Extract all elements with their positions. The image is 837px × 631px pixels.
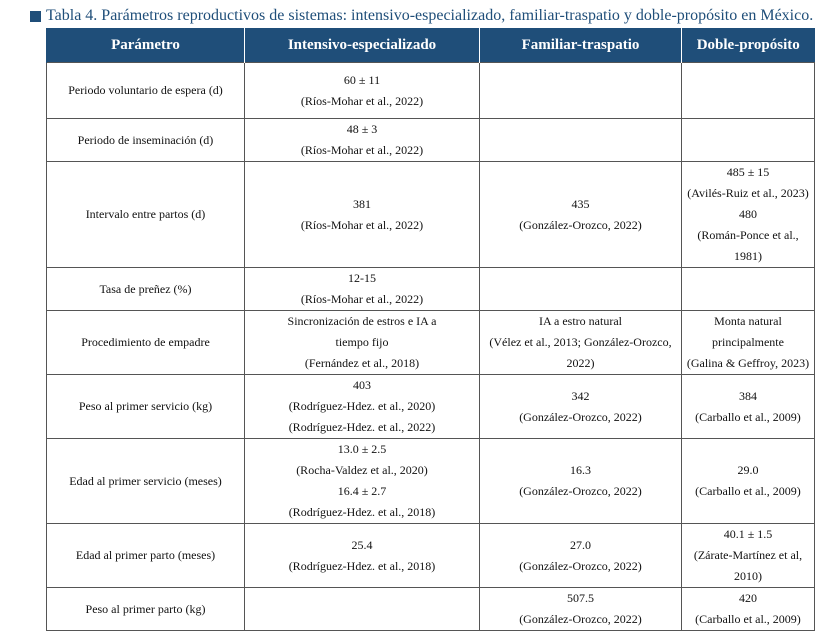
table-row [47, 439, 815, 524]
header-familiar: Familiar-traspatio [480, 28, 682, 63]
value-cell [245, 311, 480, 375]
caption-text: Tabla 4. Parámetros reproductivos de sistemas: intensivo-especializado, familiar-traspatio y doble-propósito en México. [46, 7, 814, 24]
cell-line: Sincronización de estros e IA a [287, 314, 437, 328]
parameter-cell: Procedimiento de empadre [47, 311, 245, 375]
cell-line: (González-Orozco, 2022) [519, 484, 642, 498]
cell-line: 60 ± 11 [343, 72, 381, 87]
cell-line: tiempo fijo [335, 335, 389, 349]
value-cell [245, 524, 480, 588]
value-cell [480, 63, 682, 119]
cell-line: (González-Orozco, 2022) [519, 217, 642, 232]
header-parametro: Parámetro [47, 28, 245, 63]
cell-line: IA a estro natural [539, 314, 622, 328]
value-cell [245, 439, 480, 524]
value-cell [682, 375, 815, 439]
header-doble: Doble-propósito [682, 28, 815, 63]
header-row [47, 28, 815, 63]
cell-line: (Vélez et al., 2013; González-Orozco, [489, 335, 672, 349]
cell-line: 384 [739, 388, 757, 403]
cell-line: 480 [739, 207, 757, 221]
cell-line: 16.3 [570, 463, 591, 477]
cell-line: (Rodríguez-Hdez. et al., 2018) [288, 558, 436, 573]
value-cell [480, 311, 682, 375]
cell-line: (Rodríguez-Hdez. et al., 2020) [288, 399, 436, 413]
cell-line: (González-Orozco, 2022) [519, 612, 642, 626]
cell-line: (Zárate-Martínez et al, 2010) [693, 548, 803, 583]
cell-line: (Rodríguez-Hdez. et al., 2022) [288, 420, 436, 434]
value-cell [245, 268, 480, 311]
cell-line: 485 ± 15 [726, 165, 770, 179]
parameter-cell: Tasa de preñez (%) [47, 268, 245, 311]
value-cell [245, 63, 480, 119]
value-cell [245, 588, 480, 631]
value-cell [480, 268, 682, 311]
value-cell [245, 119, 480, 162]
cell-line: 403 [353, 378, 371, 392]
cell-line: 27.0 [570, 537, 591, 552]
cell-line: 29.0 [737, 463, 759, 477]
value-cell [480, 375, 682, 439]
value-cell [682, 524, 815, 588]
cell-line: 25.4 [351, 537, 373, 552]
value-cell [480, 439, 682, 524]
cell-line: 381 [353, 196, 371, 211]
table-row [47, 119, 815, 162]
cell-line: 13.0 ± 2.5 [337, 442, 387, 456]
cell-line: 507.5 [567, 591, 594, 605]
cell-line: Monta natural principalmente [712, 314, 784, 349]
cell-line: (Fernández et al., 2018) [304, 356, 420, 370]
table-row [47, 63, 815, 119]
value-cell [480, 524, 682, 588]
table-row [47, 162, 815, 268]
parameter-cell: Periodo voluntario de espera (d) [47, 63, 245, 119]
table-row [47, 268, 815, 311]
cell-line: 435 [571, 196, 590, 211]
value-cell [480, 119, 682, 162]
value-cell [480, 162, 682, 268]
value-cell [245, 375, 480, 439]
cell-line: (Ríos-Mohar et al., 2022) [300, 292, 424, 306]
cell-line: 342 [571, 388, 590, 403]
parameter-cell: Peso al primer parto (kg) [47, 588, 245, 631]
value-cell [682, 311, 815, 375]
cell-line: 12-15 [348, 271, 376, 285]
value-cell [682, 268, 815, 311]
cell-line: 2022) [566, 356, 595, 370]
table-row [47, 311, 815, 375]
value-cell [480, 588, 682, 631]
value-cell [245, 162, 480, 268]
parameter-cell: Edad al primer servicio (meses) [47, 439, 245, 524]
cell-line: 48 ± 3 [346, 122, 378, 136]
cell-line: (Rocha-Valdez et al., 2020) [296, 463, 428, 477]
value-cell [682, 439, 815, 524]
cell-line: (Román-Ponce et al., 1981) [697, 228, 799, 263]
parameter-cell: Peso al primer servicio (kg) [47, 375, 245, 439]
cell-line: (Ríos-Mohar et al., 2022) [300, 217, 424, 232]
value-cell [682, 119, 815, 162]
parameter-cell: Periodo de inseminación (d) [47, 119, 245, 162]
cell-line: 40.1 ± 1.5 [723, 527, 773, 541]
cell-line: (González-Orozco, 2022) [519, 558, 642, 573]
cell-line: 420 [739, 591, 757, 605]
header-intensivo: Intensivo-especializado [245, 28, 480, 63]
table-row [47, 588, 815, 631]
square-bullet-icon [30, 11, 41, 22]
cell-line: (González-Orozco, 2022) [519, 409, 642, 424]
cell-line: 16.4 ± 2.7 [337, 484, 387, 498]
table-row [47, 375, 815, 439]
table-row [47, 524, 815, 588]
table-body [47, 63, 815, 631]
parameter-cell: Intervalo entre partos (d) [47, 162, 245, 268]
cell-line: (Carballo et al., 2009) [695, 484, 801, 498]
cell-line: (Galina & Geffroy, 2023) [686, 356, 810, 370]
cell-line: (Ríos-Mohar et al., 2022) [300, 93, 424, 108]
cell-line: (Rodríguez-Hdez. et al., 2018) [288, 505, 436, 519]
value-cell [682, 63, 815, 119]
cell-line: (Carballo et al., 2009) [695, 409, 801, 424]
value-cell [682, 162, 815, 268]
cell-line: (Ríos-Mohar et al., 2022) [300, 143, 424, 157]
cell-line: (Avilés-Ruiz et al., 2023) [687, 186, 809, 200]
table-caption [30, 7, 813, 25]
cell-line: (Carballo et al., 2009) [695, 612, 801, 626]
parameter-cell: Edad al primer parto (meses) [47, 524, 245, 588]
parameters-table [46, 28, 815, 631]
value-cell [682, 588, 815, 631]
